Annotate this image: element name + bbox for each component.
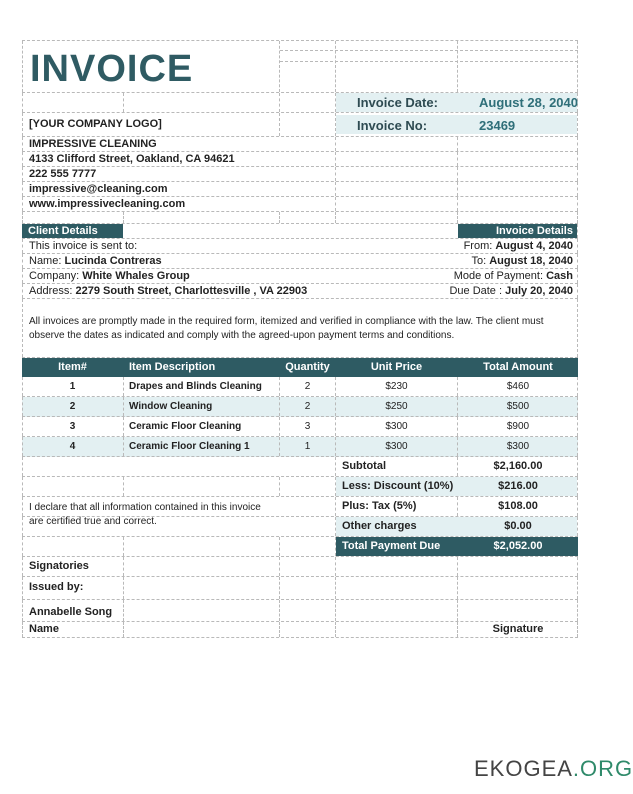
declaration-text: I declare that all information contained in this invoice are certified true and correct. xyxy=(29,502,261,527)
company-phone-row xyxy=(22,167,578,182)
invoice-no-label: Invoice No: xyxy=(357,118,428,133)
item-unit-price: $300 xyxy=(385,421,408,432)
table-row xyxy=(22,417,578,437)
details-header-row xyxy=(22,224,578,239)
issuer-name: Annabelle Song xyxy=(29,606,113,618)
from-date: From: August 4, 2040 xyxy=(463,240,573,252)
col-total: Total Amount xyxy=(483,361,553,373)
col-quantity: Quantity xyxy=(285,361,330,373)
company-website-row xyxy=(22,197,578,212)
total-due-row xyxy=(22,537,578,557)
signature-label: Signature xyxy=(492,623,544,635)
signatories-label: Signatories xyxy=(29,560,89,572)
client-name: Name: Lucinda Contreras xyxy=(29,255,162,267)
name-label: Name xyxy=(29,623,59,635)
client-row-2 xyxy=(22,254,578,269)
discount-row xyxy=(22,477,578,497)
other-charges-value: $0.00 xyxy=(504,520,532,532)
terms-text: All invoices are promptly made in the required form, itemized and verified in compliance with the law. The client must observe the dates as indicated and comply with the agreed-upon payment terms and conditions. xyxy=(29,316,544,341)
other-charges-label: Other charges xyxy=(342,520,417,532)
issuer-row xyxy=(22,600,578,622)
client-company: Company: White Whales Group xyxy=(29,270,190,282)
company-email: impressive@cleaning.com xyxy=(29,183,168,195)
client-address: Address: 2279 South Street, Charlottesville , VA 22903 xyxy=(29,285,308,297)
client-row-1 xyxy=(22,239,578,254)
item-no: 2 xyxy=(69,401,76,412)
item-description: Ceramic Floor Cleaning xyxy=(129,421,242,432)
payment-mode: Mode of Payment: Cash xyxy=(453,270,573,282)
item-total: $900 xyxy=(506,421,530,432)
other-charges-row xyxy=(22,517,578,537)
item-unit-price: $250 xyxy=(385,401,408,412)
table-row xyxy=(22,437,578,457)
company-logo-placeholder: [YOUR COMPANY LOGO] xyxy=(29,118,162,130)
tax-value: $108.00 xyxy=(498,500,538,512)
invoice-sheet xyxy=(22,40,578,638)
terms-row xyxy=(22,299,578,358)
company-address: 4133 Clifford Street, Oakland, CA 94621 xyxy=(29,153,235,165)
tax-label: Plus: Tax (5%) xyxy=(342,500,417,512)
client-row-3 xyxy=(22,269,578,284)
item-total: $460 xyxy=(506,381,530,392)
company-email-row xyxy=(22,182,578,197)
issued-by-row xyxy=(22,577,578,600)
col-unit-price: Unit Price xyxy=(370,361,423,373)
item-description: Ceramic Floor Cleaning 1 xyxy=(129,441,250,452)
invoice-date-label: Invoice Date: xyxy=(357,95,438,110)
total-due-value: $2,052.00 xyxy=(493,540,543,552)
item-quantity: 2 xyxy=(304,381,311,392)
item-description: Window Cleaning xyxy=(129,401,213,412)
signatories-row xyxy=(22,557,578,577)
company-address-row xyxy=(22,152,578,167)
spacer-row xyxy=(22,212,578,224)
company-name-row xyxy=(22,137,578,152)
item-unit-price: $230 xyxy=(385,381,408,392)
invoice-no-value: 23469 xyxy=(479,118,516,133)
table-row xyxy=(22,397,578,417)
discount-label: Less: Discount (10%) xyxy=(342,480,454,492)
col-description: Item Description xyxy=(129,361,216,373)
client-row-4 xyxy=(22,284,578,299)
client-details-header: Client Details xyxy=(22,224,123,238)
item-quantity: 2 xyxy=(304,401,311,412)
invoice-date-value: August 28, 2040 xyxy=(479,95,578,110)
item-no: 1 xyxy=(69,381,76,392)
issued-by-label: Issued by: xyxy=(29,581,84,593)
table-row xyxy=(22,377,578,397)
item-quantity: 3 xyxy=(304,421,311,432)
item-quantity: 1 xyxy=(304,441,311,452)
invoice-title: INVOICE xyxy=(30,48,194,90)
logo-row xyxy=(22,113,578,137)
item-total: $500 xyxy=(506,401,530,412)
sent-to-label: This invoice is sent to: xyxy=(29,240,138,252)
title-row xyxy=(22,41,578,93)
items-header-row xyxy=(22,358,578,377)
discount-value: $216.00 xyxy=(498,480,538,492)
item-no: 4 xyxy=(69,441,76,452)
company-phone: 222 555 7777 xyxy=(29,168,97,180)
invoice-details-header: Invoice Details xyxy=(458,224,577,238)
subtotal-label: Subtotal xyxy=(342,460,386,472)
item-total: $300 xyxy=(506,441,530,452)
name-signature-row xyxy=(22,622,578,638)
company-website: www.impressivecleaning.com xyxy=(29,198,186,210)
item-unit-price: $300 xyxy=(385,441,408,452)
date-row xyxy=(22,93,578,113)
col-item-no: Item# xyxy=(58,361,87,373)
total-due-label: Total Payment Due xyxy=(342,540,441,552)
to-date: To: August 18, 2040 xyxy=(471,255,573,267)
item-description: Drapes and Blinds Cleaning xyxy=(129,381,262,392)
subtotal-value: $2,160.00 xyxy=(493,460,543,472)
ekogea-logo: EKOGEA.ORG xyxy=(474,756,633,781)
item-no: 3 xyxy=(69,421,76,432)
subtotal-row xyxy=(22,457,578,477)
company-name: IMPRESSIVE CLEANING xyxy=(29,138,157,150)
due-date: Due Date : July 20, 2040 xyxy=(449,285,573,297)
